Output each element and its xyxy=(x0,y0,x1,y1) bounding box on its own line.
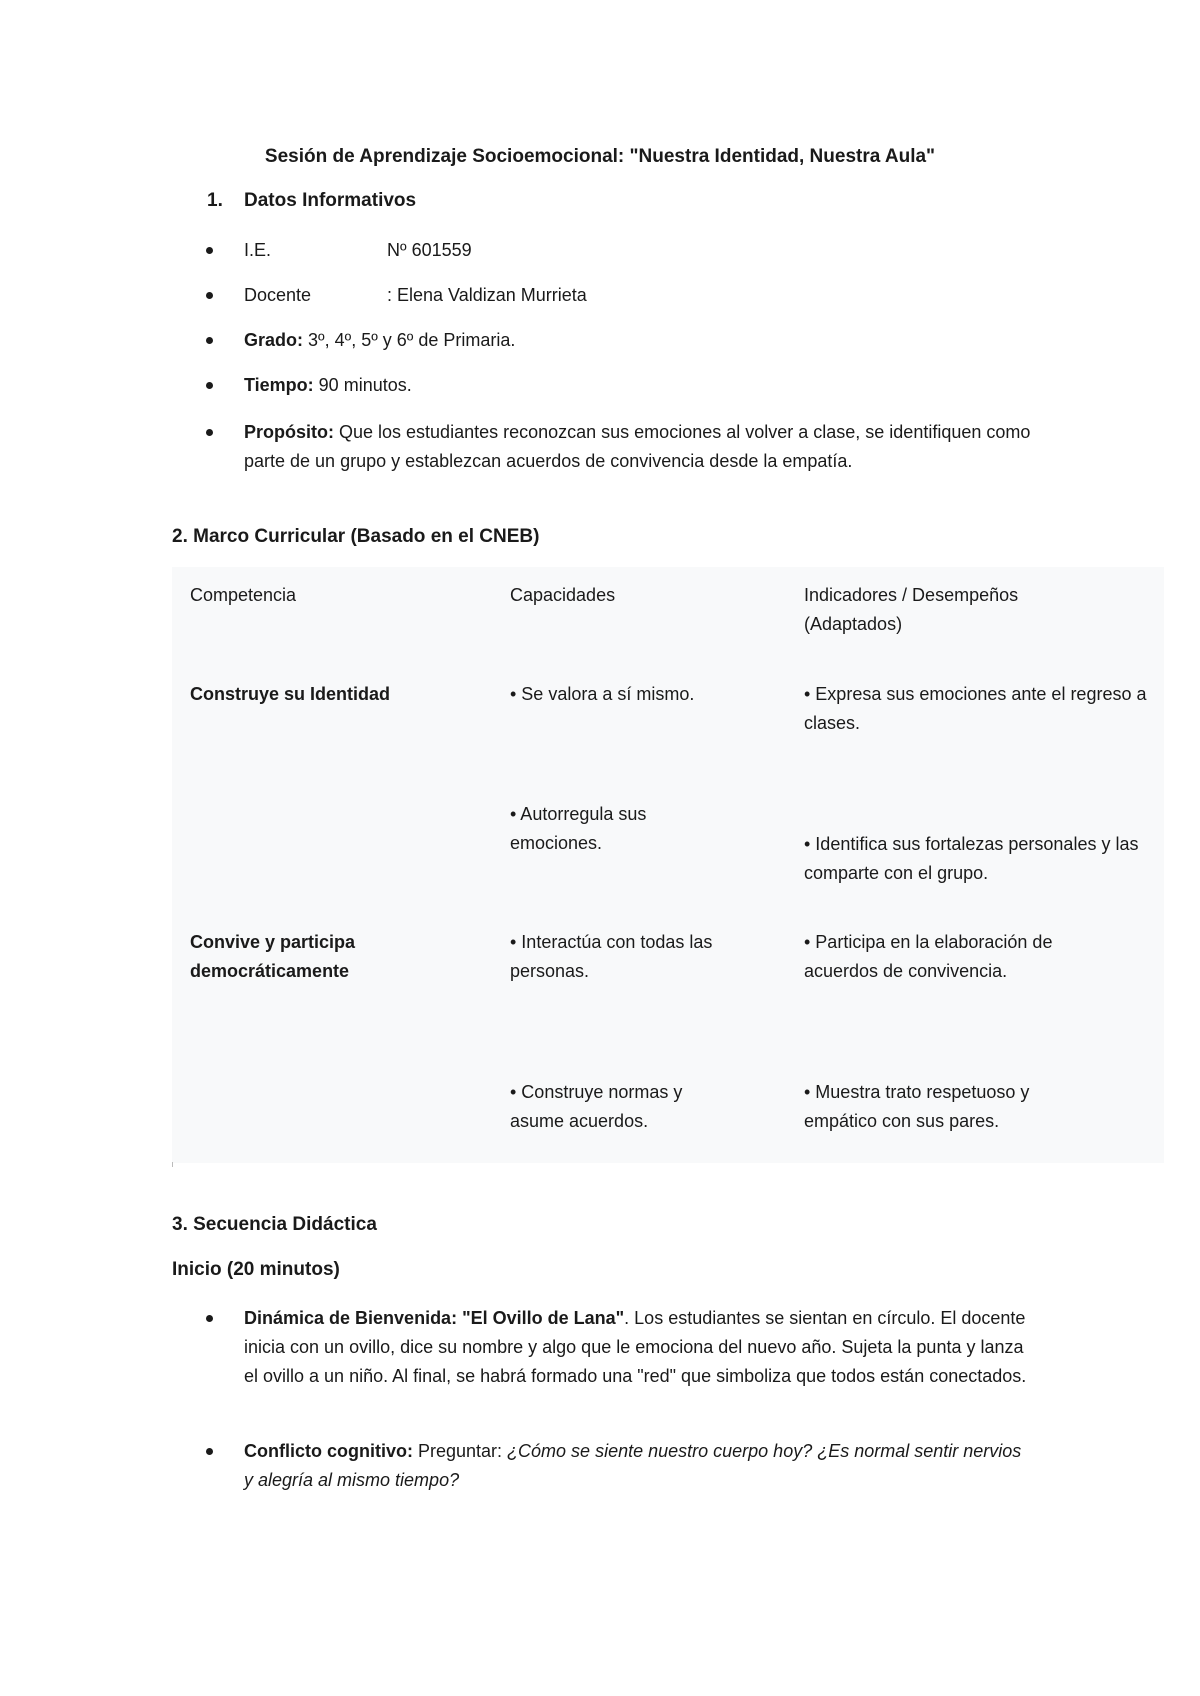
bullet-icon xyxy=(206,1448,213,1455)
grado-item xyxy=(244,326,1024,355)
bullet-icon xyxy=(206,382,213,389)
competencia-1: Construye su Identidad xyxy=(190,684,391,704)
tiempo-label: Tiempo: xyxy=(244,375,314,395)
section-2-heading: 2. Marco Curricular (Basado en el CNEB) xyxy=(172,526,540,547)
inicio-heading: Inicio (20 minutos) xyxy=(172,1259,340,1280)
bullet-icon xyxy=(206,247,213,254)
capacidad-2a: • Interactúa con todas las personas. xyxy=(510,932,713,981)
document-title: Sesión de Aprendizaje Socioemocional: "Nuestra Identidad, Nuestra Aula" xyxy=(264,146,936,167)
docente-item xyxy=(244,281,1024,310)
indicador-2a: • Participa en la elaboración de acuerdos de convivencia. xyxy=(804,932,1053,981)
table-header-capacidades: Capacidades xyxy=(510,585,616,605)
bullet-icon xyxy=(206,292,213,299)
bullet-icon xyxy=(206,337,213,344)
ie-label: I.E. xyxy=(244,240,272,260)
grado-value: 3º, 4º, 5º y 6º de Primaria. xyxy=(303,330,516,350)
indicador-1b: • Identifica sus fortalezas personales y las comparte con el grupo. xyxy=(804,834,1139,883)
table-header-competencia: Competencia xyxy=(190,585,297,605)
section-3-heading: 3. Secuencia Didáctica xyxy=(172,1214,377,1235)
proposito-item xyxy=(244,418,1034,476)
section-1-number: 1. xyxy=(207,190,223,211)
ie-value: Nº 601559 xyxy=(387,240,472,260)
conflicto-label: Conflicto cognitivo: xyxy=(244,1441,413,1461)
grado-label: Grado: xyxy=(244,330,304,350)
indicador-1a: • Expresa sus emociones ante el regreso a clases. xyxy=(804,684,1147,733)
conflicto-item xyxy=(244,1437,1034,1495)
conflicto-question: ¿Cómo se siente nuestro cuerpo hoy? ¿Es normal sentir nervios y alegría al mismo tiempo? xyxy=(244,1441,1022,1490)
proposito-value: Que los estudiantes reconozcan sus emociones al volver a clase, se identifiquen como parte de un grupo y establezcan acuerdos de convivencia desde la empatía. xyxy=(244,422,1031,471)
dinamica-text: . Los estudiantes se sientan en círculo. El docente inicia con un ovillo, dice su nombre y algo que le emociona del nuevo año. Sujeta la punta y lanza el ovillo a un niño. Al final, se habrá formado una "red" que simboliza que todos están conectados. xyxy=(244,1308,1027,1386)
tiempo-value: 90 minutos. xyxy=(313,375,412,395)
conflicto-text: Preguntar: xyxy=(412,1441,508,1461)
proposito-label: Propósito: xyxy=(244,422,334,442)
docente-label: Docente xyxy=(244,285,312,305)
tiempo-item xyxy=(244,371,1024,400)
capacidad-2b: • Construye normas y asume acuerdos. xyxy=(510,1082,683,1131)
ie-item xyxy=(244,236,1024,265)
competencia-2: Convive y participa democráticamente xyxy=(190,932,356,981)
docente-value: : Elena Valdizan Murrieta xyxy=(387,285,587,305)
indicador-2b: • Muestra trato respetuoso y empático con sus pares. xyxy=(804,1082,1030,1131)
capacidad-1a: • Se valora a sí mismo. xyxy=(510,684,695,704)
table-edge-mark xyxy=(172,1162,173,1167)
capacidad-1b: • Autorregula sus emociones. xyxy=(510,804,647,853)
section-1-title: Datos Informativos xyxy=(244,190,417,211)
dinamica-item xyxy=(244,1304,1034,1391)
bullet-icon xyxy=(206,1315,213,1322)
table-header-indicadores: Indicadores / Desempeños (Adaptados) xyxy=(804,585,1019,634)
bullet-icon xyxy=(206,429,213,436)
dinamica-label: Dinámica de Bienvenida: "El Ovillo de Lana" xyxy=(244,1308,625,1328)
